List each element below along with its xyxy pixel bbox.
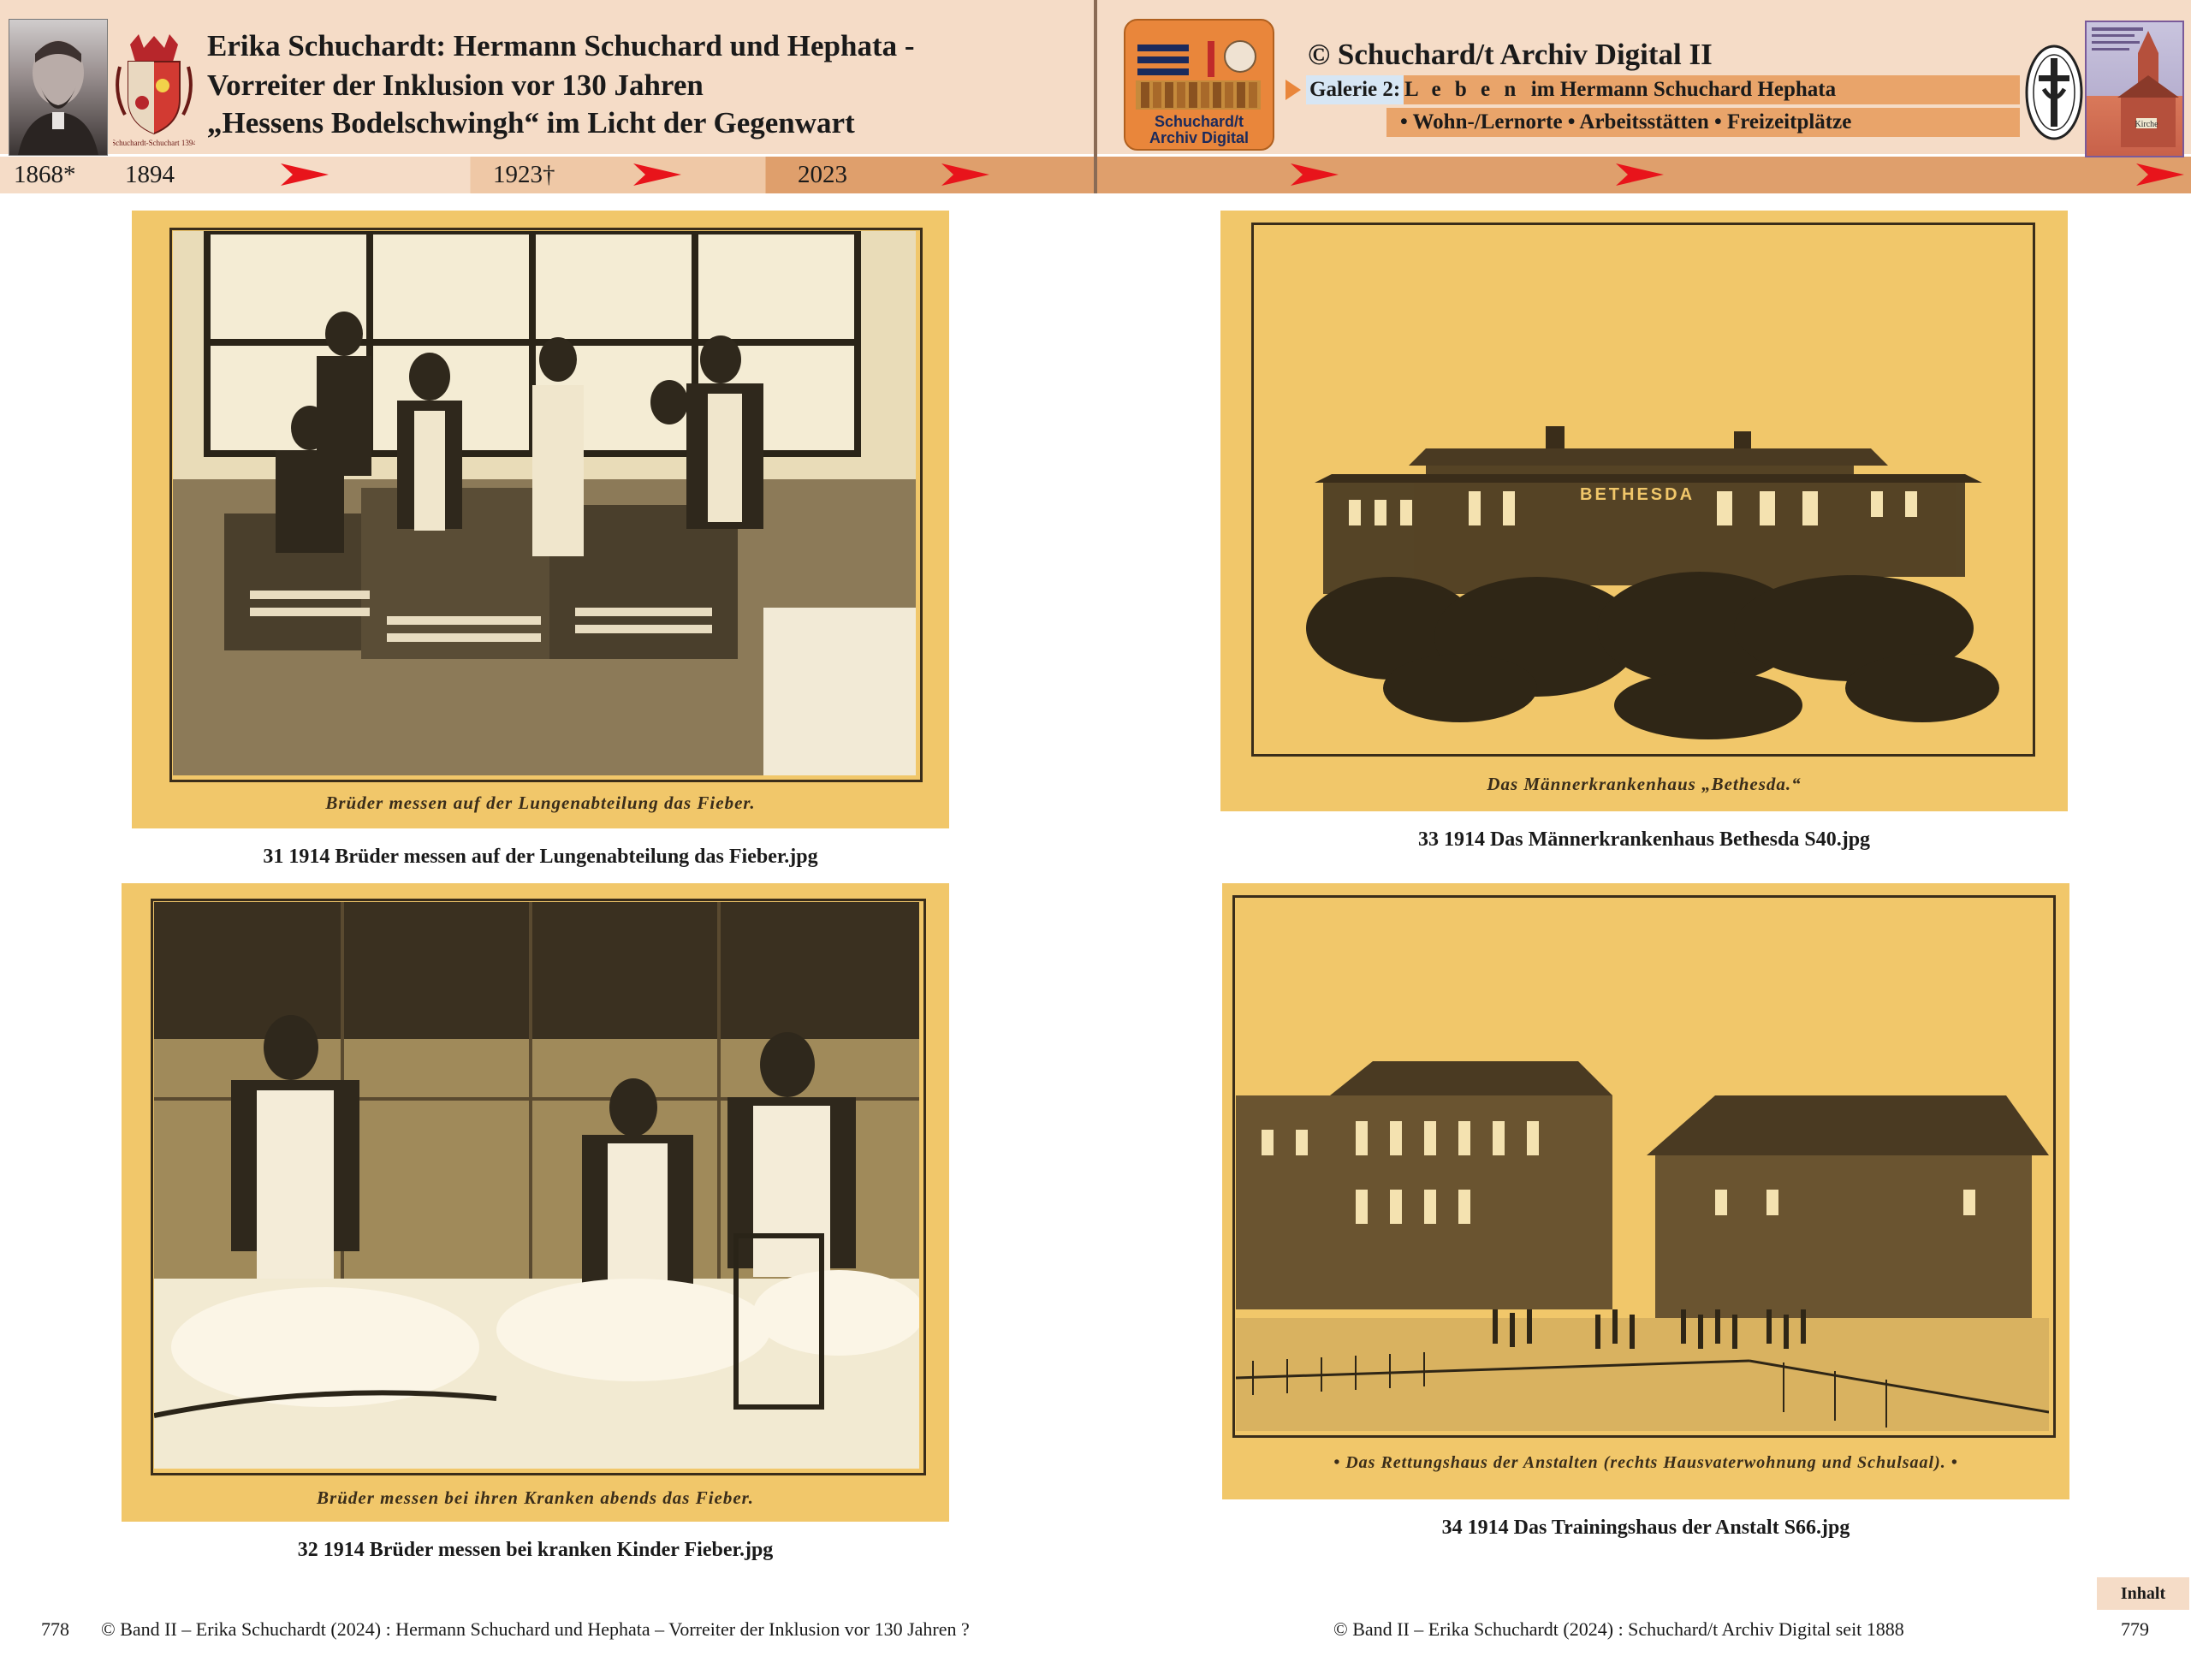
timeline-arrow-icon xyxy=(1616,163,1664,186)
timeline-year-death: 1923† xyxy=(493,161,555,188)
book-title-line-3: „Hessens Bodelschwingh“ im Licht der Gegenwart xyxy=(207,106,855,140)
books-icon xyxy=(1134,39,1262,110)
table-of-contents-button[interactable]: Inhalt xyxy=(2097,1577,2189,1610)
author-portrait-image xyxy=(9,19,108,156)
photo-inner-caption: Das Männerkrankenhaus „Bethesda.“ xyxy=(1487,774,1802,794)
photo-inner-caption: Brüder messen bei ihren Kranken abends das Fieber. xyxy=(317,1487,754,1508)
timeline-arrow-icon xyxy=(2136,163,2184,186)
svg-text:Kirche: Kirche xyxy=(2135,120,2158,129)
children-ward-scene xyxy=(154,902,919,1469)
photo-bethesda-hospital xyxy=(1220,211,2068,811)
gallery-title-rest: im Hermann Schuchard Hephata xyxy=(1530,78,1837,101)
left-page-footer: © Band II – Erika Schuchardt (2024) : Hermann Schuchard und Hephata – Vorreiter der Inklusion vor 130 Jahren ? xyxy=(101,1618,970,1640)
timeline-year-birth: 1868* xyxy=(14,161,76,188)
right-page-footer: © Band II – Erika Schuchardt (2024) : Schuchard/t Archiv Digital seit 1888 xyxy=(1333,1618,1904,1640)
photo-caption: 34 1914 Das Trainingshaus der Anstalt S66.jpg xyxy=(1441,1517,1850,1539)
right-page-number: 779 xyxy=(2121,1618,2149,1640)
gallery-label: Galerie 2: xyxy=(1306,75,1404,104)
play-arrow-icon xyxy=(1286,80,1301,100)
gallery-title xyxy=(1404,75,1836,104)
book-title-line-2: Vorreiter der Inklusion vor 130 Jahren xyxy=(207,68,704,102)
gallery-title-spaced: L e b e n xyxy=(1404,78,1521,101)
timeline-bar-right xyxy=(1097,157,2191,193)
timeline-year-founding: 1894 xyxy=(125,161,175,188)
timeline-arrow-icon xyxy=(633,163,681,186)
photo-inner-caption: • Das Rettungshaus der Anstalten (rechts Hausvaterwohnung und Schulsaal). • xyxy=(1333,1453,1958,1472)
photo-caption: 33 1914 Das Männerkrankenhaus Bethesda S40.jpg xyxy=(1417,828,1871,851)
archive-logo[interactable] xyxy=(1124,19,1274,151)
archive-title: © Schuchard/t Archiv Digital II xyxy=(1308,38,1713,71)
book-title-line-1: Erika Schuchardt: Hermann Schuchard und Hephata - xyxy=(207,29,915,62)
timeline-arrow-icon xyxy=(1291,163,1339,186)
archive-logo-line-2: Archiv Digital xyxy=(1149,129,1250,146)
gallery-subtitle: • Wohn-/Lernorte • Arbeitsstätten • Freizeitplätze xyxy=(1400,110,1852,134)
training-house-scene xyxy=(1236,899,2049,1431)
church-book-cover-image xyxy=(2085,21,2184,157)
photo-training-house xyxy=(1222,883,2069,1499)
archive-logo-line-1: Schuchard/t xyxy=(1154,113,1244,130)
svg-text:BETHESDA: BETHESDA xyxy=(1580,485,1695,504)
svg-text:Schuchardt-Schuchart 1394: Schuchardt-Schuchart 1394 xyxy=(113,139,195,147)
coat-of-arms-image xyxy=(113,33,195,154)
cross-seal-icon xyxy=(2025,45,2083,140)
timeline-arrow-icon xyxy=(941,163,989,186)
photo-children-ward xyxy=(122,883,949,1522)
photo-caption: 32 1914 Brüder messen bei kranken Kinder Fieber.jpg xyxy=(297,1539,774,1561)
timeline-arrow-icon xyxy=(281,163,329,186)
photo-caption: 31 1914 Brüder messen auf der Lungenabteilung das Fieber.jpg xyxy=(263,846,818,868)
bethesda-scene xyxy=(1255,226,2028,750)
lung-ward-scene xyxy=(173,231,916,775)
left-page-number: 778 xyxy=(41,1618,69,1640)
timeline-year-present: 2023 xyxy=(798,161,847,188)
photo-inner-caption: Brüder messen auf der Lungenabteilung das Fieber. xyxy=(325,793,756,813)
timeline-bar-left xyxy=(0,157,1094,193)
photo-lung-ward xyxy=(132,211,949,828)
